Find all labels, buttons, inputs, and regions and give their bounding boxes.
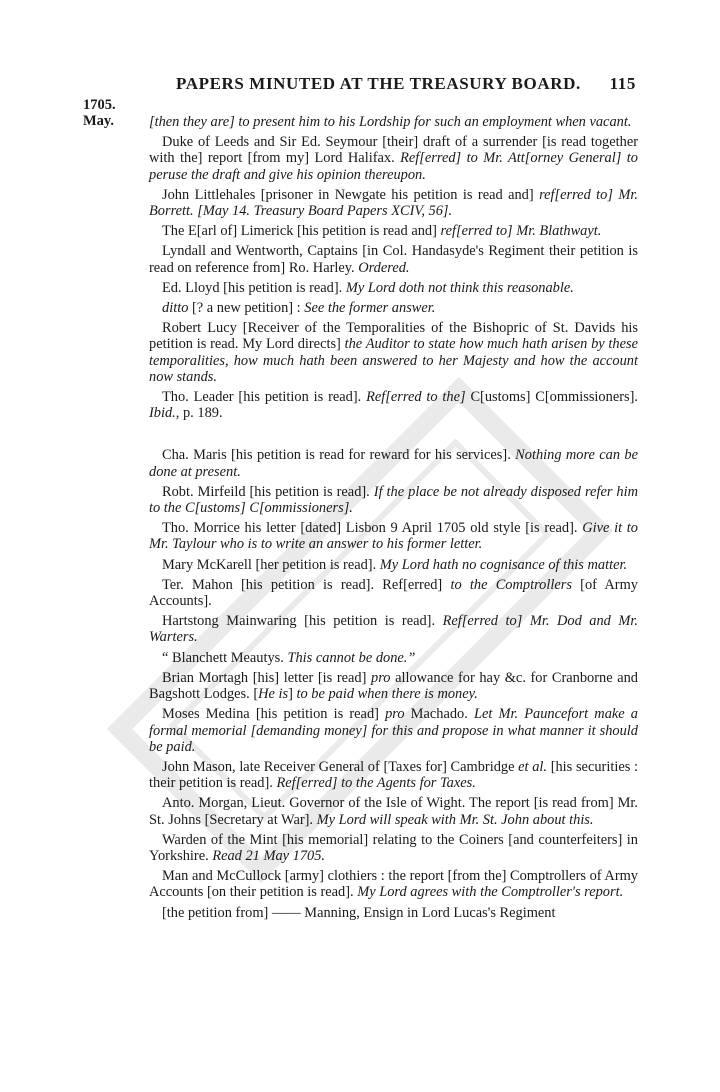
italic-text: Ordered.: [358, 259, 410, 276]
italic-text: Ref[erred to the]: [366, 389, 466, 406]
roman-text: Tho. Leader [his petition is read].: [162, 389, 367, 406]
roman-text: Ed. Lloyd [his petition is read].: [162, 279, 346, 296]
roman-text: Cha. Maris [his petition is read for reward for his services].: [162, 447, 516, 464]
minute-entry: [149, 484, 638, 516]
italic-text: This cannot be done.”: [287, 649, 416, 666]
italic-text: to be paid when there is money.: [296, 686, 478, 703]
minute-entry: [149, 706, 638, 755]
roman-text: , p. 189.: [175, 405, 223, 422]
roman-text: Tho. Morrice his letter [dated] Lisbon 9 April 1705 old style [is read].: [162, 520, 583, 537]
italic-text: Ref[erred to] Mr. Dod and Mr. Warters.: [149, 613, 639, 646]
roman-text: “ Blanchett Meautys.: [162, 649, 288, 666]
roman-text: Anto. Morgan, Lieut. Governor of the Isle of Wight. The report [is read from] Mr. St. Johns [Secretary at War].: [149, 795, 638, 828]
minute-entry: [149, 557, 638, 573]
minute-entry: [149, 280, 638, 296]
roman-text: ]: [288, 686, 297, 703]
italic-text: If the place be not already disposed refer him to the C[ustoms] C[ommissioners].: [149, 483, 639, 517]
roman-text: Warden of the Mint [his memorial] relating to the Coiners [and counterfeiters] in Yorkshire.: [149, 831, 638, 864]
italic-text: et al.: [518, 758, 548, 775]
italic-text: ref[erred to] Mr. Borrett. [May 14. Treasury Board Papers XCIV, 56].: [149, 186, 638, 220]
roman-text: C[ustoms] C[ommissioners].: [465, 389, 638, 406]
italic-text: My Lord hath no cognisance of this matter.: [379, 556, 628, 573]
roman-text: Hartstong Mainwaring [his petition is read].: [162, 613, 443, 630]
minute-entry: [149, 613, 638, 645]
italic-text: See the former answer.: [304, 300, 436, 317]
minute-entry: [149, 795, 638, 827]
roman-text: [his securities : their petition is read].: [149, 758, 638, 792]
minute-entry: [149, 114, 638, 130]
italic-text: to the Comptrollers: [450, 576, 572, 593]
minute-entry: [149, 577, 638, 609]
minute-entry: [149, 389, 638, 421]
month-margin-note: May.: [83, 113, 115, 129]
italic-text: My Lord agrees with the Comptroller's report.: [357, 884, 624, 901]
italic-text: My Lord doth not think this reasonable.: [345, 279, 574, 296]
minute-entry: [149, 223, 638, 239]
minute-entry: [149, 447, 638, 479]
minute-entry: [149, 520, 638, 552]
italic-text: Ref[erred] to Mr. Att[orney General] to peruse the draft and give his opinion thereupon.: [149, 150, 638, 183]
minute-entry: [149, 320, 638, 385]
roman-text: Ter. Mahon [his petition is read]. Ref[erred]: [162, 576, 451, 593]
roman-text: Man and McCullock [army] clothiers : the report [from the] Comptrollers of Army Accounts [on their petition is read].: [149, 868, 638, 901]
minute-entry: [149, 832, 638, 864]
roman-text: The E[arl of] Limerick [his petition is read and]: [162, 223, 441, 240]
italic-text: pro: [371, 669, 391, 686]
minute-entry: [149, 670, 638, 702]
roman-text: [? a new petition] :: [188, 300, 305, 317]
minute-entry: [149, 905, 638, 921]
minute-entry: [149, 134, 638, 183]
roman-text: Moses Medina [his petition is read]: [162, 706, 386, 723]
roman-text: Lyndall and Wentworth, Captains [in Col. Handasyde's Regiment their petition is read on reference from] Ro. Harley.: [149, 243, 638, 276]
page-title: PAPERS MINUTED AT THE TREASURY BOARD.: [176, 74, 581, 93]
italic-text: ref[erred to] Mr. Blathwayt.: [440, 223, 602, 240]
minute-entry: [149, 650, 638, 666]
roman-text: Brian Mortagh [his] letter [is read]: [162, 669, 371, 686]
roman-text: Mary McKarell [her petition is read].: [162, 556, 380, 573]
year-margin-note: 1705.: [83, 97, 116, 113]
roman-text: Duke of Leeds and Sir Ed. Seymour [their] draft of a surrender [is read together with the] report [from my] Lord Halifax.: [149, 134, 638, 167]
minute-entries: [149, 114, 638, 925]
roman-text: Robt. Mirfeild [his petition is read].: [162, 483, 374, 500]
roman-text: Robert Lucy [Receiver of the Temporalities of the Bishopric of St. Davids his petition is read. My Lord directs]: [149, 320, 638, 353]
roman-text: John Littlehales [prisoner in Newgate his petition is read and]: [162, 186, 540, 203]
running-head: [176, 74, 636, 94]
minute-entry: [149, 300, 638, 316]
italic-text: Ref[erred] to the Agents for Taxes.: [276, 775, 476, 792]
page-number: 115: [609, 74, 636, 93]
roman-text: Machado.: [404, 706, 474, 723]
italic-text: Read 21 May 1705.: [212, 847, 326, 864]
minute-entry: [149, 243, 638, 275]
italic-text: Give it to Mr. Taylour who is to write an answer to his former letter.: [149, 520, 638, 553]
italic-text: Ibid.: [149, 405, 176, 422]
italic-text: Nothing more can be done at present.: [149, 447, 638, 480]
italic-text: [then they are] to present him to his Lordship for such an employment when vacant.: [149, 114, 632, 130]
italic-text: pro: [385, 706, 405, 723]
italic-text: He is: [258, 686, 289, 703]
minute-entry: [149, 759, 638, 791]
italic-text: Let Mr. Pauncefort make a formal memorial [demanding money] for this and propose in what manner it should be paid.: [149, 706, 638, 755]
roman-text: allowance for hay &c. for Cranborne and Bagshott Lodges. [: [149, 669, 638, 703]
minute-entry: [149, 868, 638, 900]
italic-text: My Lord will speak with Mr. St. John about this.: [316, 811, 594, 828]
roman-text: [the petition from] —— Manning, Ensign in Lord Lucas's Regiment: [162, 904, 556, 921]
roman-text: John Mason, late Receiver General of [Taxes for] Cambridge: [162, 758, 519, 775]
roman-text: [of Army Accounts].: [149, 576, 638, 610]
italic-text: the Auditor to state how much hath arisen by these temporalities, how much hath been answered to her Majesty and how the account now stands.: [149, 336, 638, 385]
minute-entry: [149, 187, 638, 219]
italic-text: ditto: [162, 300, 189, 317]
